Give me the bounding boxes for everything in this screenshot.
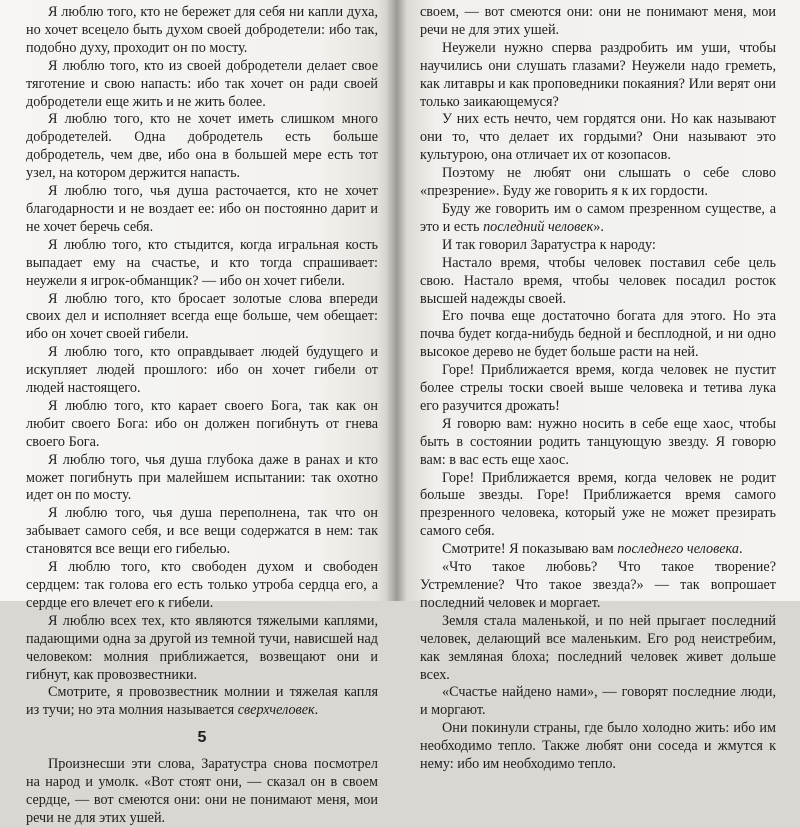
- section-number: 5: [197, 729, 207, 747]
- left-paragraph: Я люблю того, кто свободен духом и свободен сердцем: так голова его есть только утроба сердца его, а сердце его влечет его к гибели.: [26, 559, 378, 611]
- p4-italic-term: последний человек: [483, 218, 594, 235]
- left-paragraph-list: [26, 4, 378, 684]
- right-paragraph-3: Поэтому не любят они слышать о себе слово «презрение». Буду же говорить я к их гордости.: [420, 165, 776, 200]
- closing-italic-term: сверхчеловек: [237, 702, 315, 719]
- left-paragraph: Я люблю того, чья душа расточается, кто не хочет благодарности и не воздает ее: ибо он постоянно дарит и не хочет беречь себя.: [26, 183, 378, 235]
- right-paragraph-13: Земля стала маленькой, и по ней прыгает последний человек, делающий все маленьким. Его род неистребим, как земляная блоха; последний человек живет дольше всех.: [420, 612, 776, 683]
- left-paragraph: Я люблю того, кто карает своего Бога, так как он любит своего Бога: ибо он должен погибнуть от гнева своего Бога.: [26, 397, 378, 450]
- p4-text: Буду же говорить им о самом презренном существе, а это и есть: [420, 200, 776, 235]
- left-page-text: [26, 4, 378, 828]
- left-paragraph: Я люблю того, кто бросает золотые слова впереди своих дел и исполняет всегда еще больше, чем обещает: ибо он хочет своей гибели.: [26, 290, 378, 343]
- right-page-text: [420, 4, 776, 774]
- right-paragraph-14: «Счастье найдено нами», — говорят последние люди, и моргают.: [420, 684, 776, 719]
- left-closing-paragraph: [26, 684, 378, 720]
- left-paragraph: Я люблю того, кто не хочет иметь слишком много добродетелей. Одна добродетель есть больше добродетель, чем две, ибо она в большей мере есть тот узел, на котором держится напасть.: [26, 111, 378, 182]
- right-paragraph-10: Горе! Приближается время, когда человек не родит больше звезды. Горе! Приближается время самого презренного человека, который уже не может презирать самого себя.: [420, 469, 776, 540]
- left-paragraph: Я люблю того, кто из своей добродетели делает свое тяготение и свою напасть: ибо так хочет он ради своей добродетели еще жить и не жить более.: [26, 57, 378, 110]
- right-paragraph-1: Неужели нужно сперва раздробить им уши, чтобы научились они слушать глазами? Неужели надо греметь, как литавры и как проповедники покаяния? Или верят они только заикающемуся?: [420, 39, 776, 110]
- right-paragraph-6: Настало время, чтобы человек поставил себе цель свою. Настало время, чтобы человек посадил росток высшей надежды своей.: [420, 254, 776, 307]
- p11-text: Смотрите! Я показываю вам: [442, 541, 618, 558]
- left-paragraph: Я люблю того, кто не бережет для себя ни капли духа, но хочет всецело быть духом своей добродетели: ибо так, подобно духу, проходит он по мосту.: [26, 4, 378, 56]
- p11-tail: .: [738, 541, 743, 558]
- p11-italic-term: последнего человека: [617, 541, 739, 558]
- left-paragraph: Я люблю того, чья душа переполнена, так что он забывает самого себя, и все вещи содержатся в нем: так становятся все вещи его гибелью.: [26, 505, 378, 558]
- right-paragraph-8: Горе! Приближается время, когда человек не пустит более стрелы тоски своей выше человека и тетива лука его разучится дрожать!: [420, 362, 776, 414]
- right-first-line: своем, — вот смеются они: они не понимают меня, мои речи не для этих ушей.: [420, 4, 776, 38]
- left-paragraph: Я люблю того, кто оправдывает людей будущего и искупляет людей прошлого: ибо он хочет гибели от людей настоящего.: [26, 344, 378, 397]
- right-paragraph-5: И так говорил Заратустра к народу:: [442, 236, 656, 253]
- right-paragraph-11: [420, 541, 776, 559]
- right-paragraph-9: Я говорю вам: нужно носить в себе еще хаос, чтобы быть в состоянии родить танцующую звезду. Я говорю вам: в вас есть еще хаос.: [420, 415, 776, 468]
- left-paragraph: Я люблю всех тех, кто являются тяжелыми каплями, падающими одна за другой из темной тучи, нависшей над человеком: молния приближается, возвещают они и гибнут, как провозвестники.: [26, 612, 378, 683]
- left-paragraph: Я люблю того, кто стыдится, когда игральная кость выпадает ему на счастье, и кто тогда спрашивает: неужели я игрок-обманщик? — ибо он хочет гибели.: [26, 236, 378, 289]
- closing-tail: .: [314, 702, 319, 719]
- right-paragraph-7: Его почва еще достаточно богата для этого. Но эта почва будет когда-нибудь бедной и бесплодной, и ни одно высокое дерево не будет больше расти на ней.: [420, 308, 776, 361]
- p4-tail: ».: [593, 218, 604, 235]
- right-paragraph-12: «Что такое любовь? Что такое творение? Устремление? Что такое звезда?» — так вопрошает последний человек и моргает.: [420, 559, 776, 611]
- left-paragraph: Я люблю того, чья душа глубока даже в ранах и кто может погибнуть при малейшем испытании: так охотно идет он по мосту.: [26, 451, 378, 504]
- right-paragraph-2: У них есть нечто, чем гордятся они. Но как называют они то, что делает их гордыми? Они называют это культурою, она отличает их от козопасов.: [420, 111, 776, 164]
- left-paragraph-after: Произнесши эти слова, Заратустра снова посмотрел на народ и умолк. «Вот стоят они, — сказал он в своем сердце, — вот смеются они: они не понимают меня, мои речи не для этих ушей.: [26, 756, 378, 826]
- right-paragraph-4: [420, 201, 776, 237]
- closing-text: Смотрите, я провозвестник молнии и тяжелая капля из тучи; но эта молния называется: [26, 684, 378, 719]
- right-paragraph-15: Они покинули страны, где было холодно жить: ибо им необходимо тепло. Также любят они соседа и жмутся к нему: ибо им необходимо тепло.: [420, 720, 776, 773]
